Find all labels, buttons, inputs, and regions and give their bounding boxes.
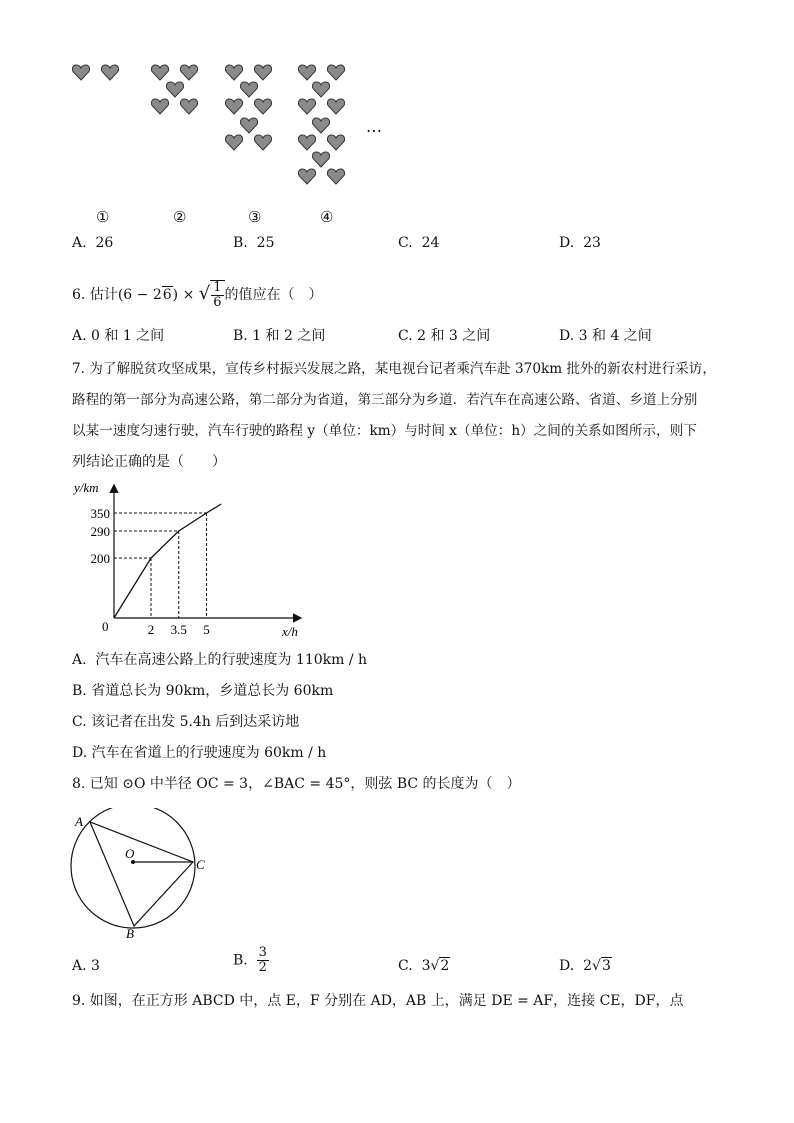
q7-line-2: 路程的第一部分为高速公路，第二部分为省道，第三部分为乡道．若汽车在高速公路、省道、乡道上分别 — [72, 392, 698, 408]
q6-option-d[interactable]: D. 3 和 4 之间 — [559, 328, 652, 344]
q6-option-b[interactable]: B. 1 和 2 之间 — [233, 328, 326, 344]
origin-label: 0 — [102, 619, 109, 634]
q8-option-a[interactable]: A. 3 — [72, 958, 100, 974]
point-label-c: C — [196, 857, 205, 872]
circle-o — [71, 808, 195, 928]
heart-pattern-figure — [0, 0, 794, 230]
heart-icon — [254, 98, 272, 115]
heart-icon — [180, 64, 198, 81]
heart-icon — [225, 64, 243, 81]
distance-series-line — [114, 504, 221, 618]
heart-icon — [327, 168, 345, 185]
q7-line-4: 列结论正确的是（ ） — [72, 454, 226, 470]
heart-icon — [72, 64, 90, 81]
y-tick-label: 350 — [90, 506, 110, 521]
heart-icon — [298, 134, 316, 151]
q9-stem: 9. 如图，在正方形 ABCD 中，点 E，F 分别在 AD，AB 上，满足 DE = AF，连接 CE，DF，点 — [72, 993, 684, 1009]
point-label-b: B — [126, 926, 134, 941]
y-tick-label: 290 — [90, 524, 110, 539]
circle-figure — [62, 808, 222, 948]
q6-expr-right: ) × — [172, 287, 195, 303]
heart-icon — [225, 98, 243, 115]
q7-option-d[interactable]: D. 汽车在省道上的行驶速度为 60km / h — [72, 745, 327, 761]
q7-option-c[interactable]: C. 该记者在出发 5.4h 后到达采访地 — [72, 714, 300, 730]
q5-option-b[interactable]: B. 25 — [233, 235, 275, 251]
x-tick-label: 5 — [203, 622, 210, 637]
q8-option-c[interactable]: C. 3√2 — [398, 958, 450, 974]
heart-icon — [180, 98, 198, 115]
q6-sqrt: 6 — [162, 287, 172, 303]
pattern-label-1: ① — [96, 208, 110, 226]
heart-icon — [151, 98, 169, 115]
q7-option-a[interactable]: A. 汽车在高速公路上的行驶速度为 110km / h — [72, 652, 368, 668]
heart-icon — [312, 81, 330, 98]
q6-fraction: $\frac{1}{6}$ — [210, 280, 224, 310]
q7-line-3: 以某一速度匀速行驶，汽车行驶的路程 y（单位：km）与时间 x（单位：h）之间的关系如图所示，则下 — [72, 423, 697, 439]
heart-icon — [327, 134, 345, 151]
heart-icon — [298, 168, 316, 185]
q8-b-fraction: $\frac{3}{2}$ — [258, 945, 267, 975]
q6-option-c[interactable]: C. 2 和 3 之间 — [398, 328, 491, 344]
heart-icon — [298, 98, 316, 115]
x-tick-label: 2 — [147, 622, 155, 637]
distance-time-chart — [60, 470, 320, 648]
heart-icon — [240, 81, 258, 98]
x-tick-label: 3.5 — [170, 622, 187, 637]
heart-icon — [254, 134, 272, 151]
heart-icon — [101, 64, 119, 81]
y-axis-label: y/km — [74, 480, 99, 495]
q8-option-d[interactable]: D. 2√3 — [559, 958, 611, 974]
heart-icon — [327, 64, 345, 81]
q5-option-d[interactable]: D. 23 — [559, 235, 601, 251]
heart-icon — [240, 117, 258, 134]
pattern-ellipsis: … — [366, 117, 382, 136]
heart-icon — [225, 134, 243, 151]
q6-stem: 6. 估计(6 − 26) × √ $\frac{1}{6}$ 的值应在（ ） — [72, 280, 323, 310]
heart-icon — [327, 98, 345, 115]
x-axis-label: x/h — [282, 624, 298, 639]
heart-icon — [312, 117, 330, 134]
pattern-label-2: ② — [173, 208, 187, 226]
triangle-abc — [90, 822, 193, 926]
q6-option-a[interactable]: A. 0 和 1 之间 — [72, 328, 165, 344]
pattern-label-4: ④ — [320, 208, 334, 226]
y-tick-label: 200 — [90, 551, 110, 566]
q5-option-a[interactable]: A. 26 — [72, 235, 114, 251]
heart-icon — [151, 64, 169, 81]
q5-option-c[interactable]: C. 24 — [398, 235, 440, 251]
heart-icon — [312, 151, 330, 168]
point-label-o: O — [125, 846, 135, 861]
heart-icon — [254, 64, 272, 81]
q7-option-b[interactable]: B. 省道总长为 90km，乡道总长为 60km — [72, 683, 334, 699]
point-label-a: A — [75, 814, 83, 829]
q7-line-1: 7. 为了解脱贫攻坚成果，宣传乡村振兴发展之路，某电视台记者乘汽车赴 370km 批外的新农村进行采访， — [72, 361, 716, 377]
q8-stem: 8. 已知 ⊙O 中半径 OC = 3，∠BAC = 45°，则弦 BC 的长度为（ ） — [72, 776, 521, 792]
heart-icon — [166, 81, 184, 98]
heart-icon — [298, 64, 316, 81]
q8-option-b[interactable]: B. $\frac{3}{2}$ — [233, 945, 267, 975]
pattern-label-3: ③ — [248, 208, 262, 226]
q6-expr-left: (6 − 2 — [117, 287, 162, 303]
q6-suffix: 的值应在（ ） — [224, 287, 323, 303]
